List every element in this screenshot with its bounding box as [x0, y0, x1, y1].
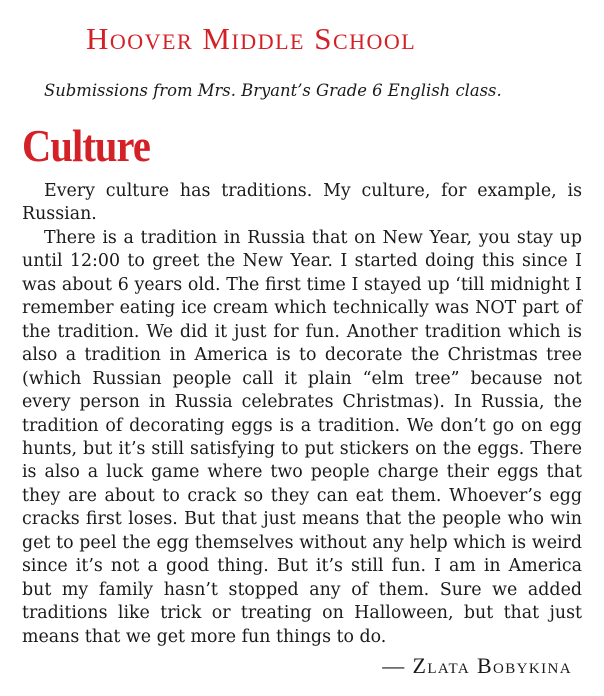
article-body	[22, 180, 582, 649]
article-paragraph: Every culture has traditions. My culture, for example, is Russian.	[22, 181, 582, 225]
article-paragraph: There is a tradition in Russia that on New Year, you stay up until 12:00 to greet the New Year. I started doing this since I was about 6 years old. The first time I stayed up ‘till midnight I remember eating ice cream which technically was NOT part of the tradition. We did it just for fun. Another tradition which is also a tradition in America is to decorate the Christmas tree (which Russian people call it plain “elm tree” because not every person in Russia celebrates Christmas). In Russia, the tradition of decorating eggs is a tradition. We don’t go on egg hunts, but it’s still satisfying to put stickers on the eggs. There is also a luck game where two people charge their eggs that they are about to crack so they can eat them. Whoever’s egg cracks first loses. But that just means that the people who win get to peel the egg themselves without any help which is weird since it’s not a good thing. But it’s still fun. I am in America but my family hasn’t stopped any of them. Sure we added traditions like trick or treating on Halloween, but that just means that we get more fun things to do.	[22, 227, 582, 647]
school-name: Hoover Middle School	[86, 21, 417, 56]
class-subtitle: Submissions from Mrs. Bryant’s Grade 6 English class.	[44, 81, 502, 100]
article-title: Culture	[22, 121, 150, 171]
author-byline: — Zlata Bobykina	[382, 653, 572, 678]
